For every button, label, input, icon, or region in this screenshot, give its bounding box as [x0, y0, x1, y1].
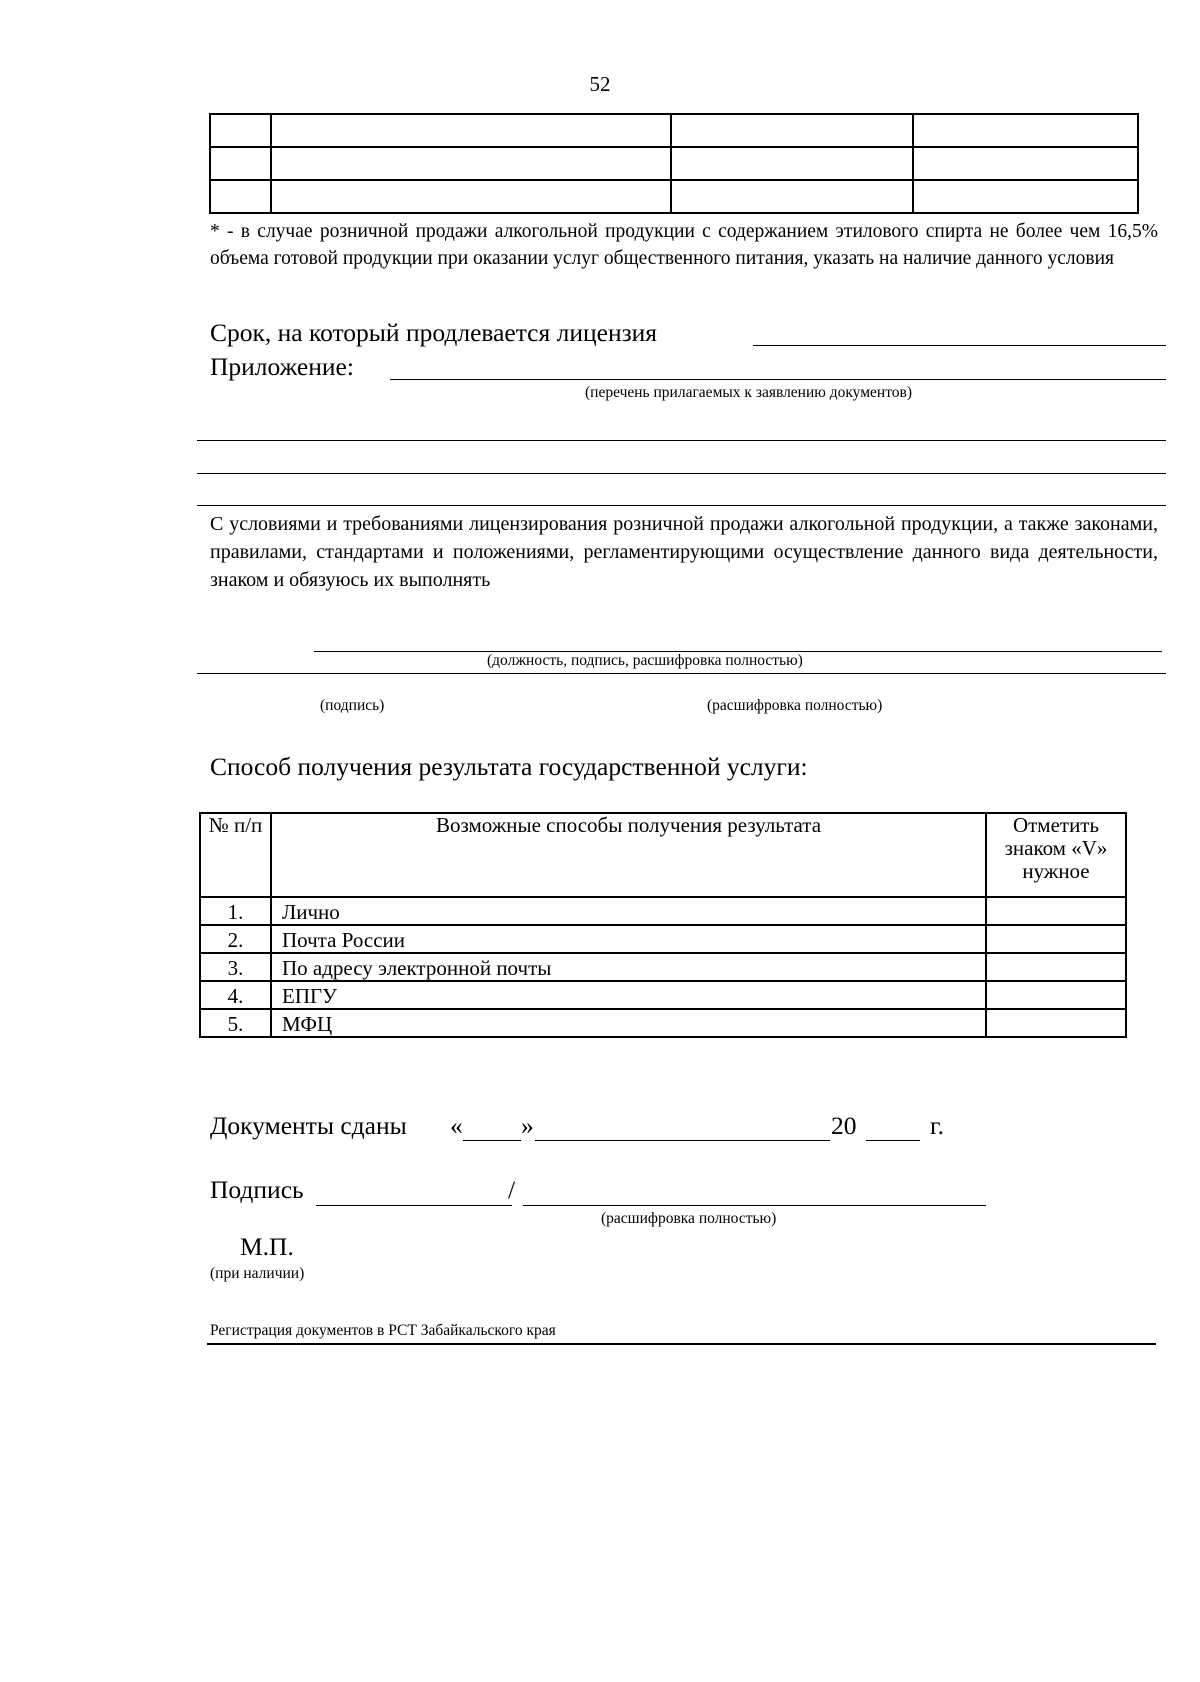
signature-line[interactable] [197, 673, 1166, 674]
license-term-field[interactable] [753, 345, 1166, 346]
footnote: * - в случае розничной продажи алкогольной продукции с содержанием этилового спирта не более чем 16,5% объема готовой продукции при оказании услуг общественного питания, указать на наличие данного условия [210, 221, 1158, 269]
row-method-name: МФЦ [271, 1009, 986, 1037]
method-title: Способ получения результата государственной услуги: [210, 752, 808, 781]
table-cell [671, 147, 913, 180]
signature-field[interactable] [316, 1205, 512, 1206]
table-row [200, 981, 1126, 1009]
license-term-label: Срок, на который продлевается лицензия [210, 318, 658, 347]
submitted-month-field[interactable] [535, 1140, 830, 1141]
row-method-name: Лично [271, 897, 986, 925]
table-row [210, 114, 1138, 147]
submitted-open-quote: « [450, 1111, 463, 1140]
row-mark-cell[interactable] [986, 953, 1126, 981]
row-method-name: ЕПГУ [271, 981, 986, 1009]
table-row [200, 953, 1126, 981]
table-row [210, 147, 1138, 180]
submitted-year-suffix: г. [930, 1111, 944, 1140]
row-mark-cell[interactable] [986, 981, 1126, 1009]
row-num: 1. [200, 897, 271, 925]
continuation-table [209, 113, 1139, 214]
signature-decoding-caption: (расшифровка полностью) [601, 1210, 777, 1227]
submitted-year-prefix: 20 [831, 1111, 857, 1140]
row-num: 3. [200, 953, 271, 981]
signature-label: Подпись [210, 1175, 304, 1204]
row-method-name: По адресу электронной почты [271, 953, 986, 981]
table-row [200, 925, 1126, 953]
position-caption: (должность, подпись, расшифровка полностью) [487, 652, 803, 669]
stamp-note: (при наличии) [210, 1265, 305, 1282]
page-number: 52 [589, 72, 611, 96]
row-mark-cell[interactable] [986, 1009, 1126, 1037]
table-row [200, 1009, 1126, 1037]
header-mark: Отметить знаком «V» нужное [986, 813, 1126, 897]
table-cell [913, 114, 1138, 147]
appendix-line[interactable] [197, 473, 1166, 474]
submitted-day-field[interactable] [463, 1140, 521, 1141]
submitted-close-quote: » [521, 1111, 534, 1140]
registration-line [207, 1343, 1156, 1345]
signature-separator: / [508, 1175, 516, 1204]
appendix-line[interactable] [197, 505, 1166, 506]
table-cell [271, 147, 671, 180]
submitted-label: Документы сданы [210, 1111, 407, 1140]
appendix-caption: (перечень прилагаемых к заявлению документов) [585, 384, 912, 401]
header-num: № п/п [200, 813, 271, 897]
table-row [210, 180, 1138, 213]
table-cell [671, 180, 913, 213]
agreement-text: С условиями и требованиями лицензирования розничной продажи алкогольной продукции, а также законами, правилами, стандартами и положениями, регламентирующими осуществление данного вида деятельности, знаком и обязуюсь их выполнять [210, 513, 1158, 591]
table-cell [271, 180, 671, 213]
table-cell [271, 114, 671, 147]
signature-decoding-field[interactable] [523, 1205, 986, 1206]
table-cell [210, 180, 271, 213]
methods-table [199, 812, 1127, 1038]
appendix-label: Приложение: [210, 352, 354, 381]
table-header-row [200, 813, 1126, 897]
row-method-name: Почта России [271, 925, 986, 953]
appendix-field[interactable] [390, 379, 1166, 380]
row-num: 2. [200, 925, 271, 953]
table-cell [671, 114, 913, 147]
row-num: 4. [200, 981, 271, 1009]
decoding-caption: (расшифровка полностью) [707, 697, 883, 714]
table-cell [913, 147, 1138, 180]
row-mark-cell[interactable] [986, 897, 1126, 925]
table-cell [210, 147, 271, 180]
signature-caption: (подпись) [320, 697, 385, 714]
submitted-year-field[interactable] [866, 1140, 920, 1141]
table-cell [210, 114, 271, 147]
header-method: Возможные способы получения результата [271, 813, 986, 897]
stamp-label: М.П. [240, 1232, 294, 1261]
appendix-line[interactable] [197, 440, 1166, 441]
table-row [200, 897, 1126, 925]
table-cell [913, 180, 1138, 213]
registration-label: Регистрация документов в РСТ Забайкальского края [210, 1322, 556, 1339]
row-num: 5. [200, 1009, 271, 1037]
row-mark-cell[interactable] [986, 925, 1126, 953]
